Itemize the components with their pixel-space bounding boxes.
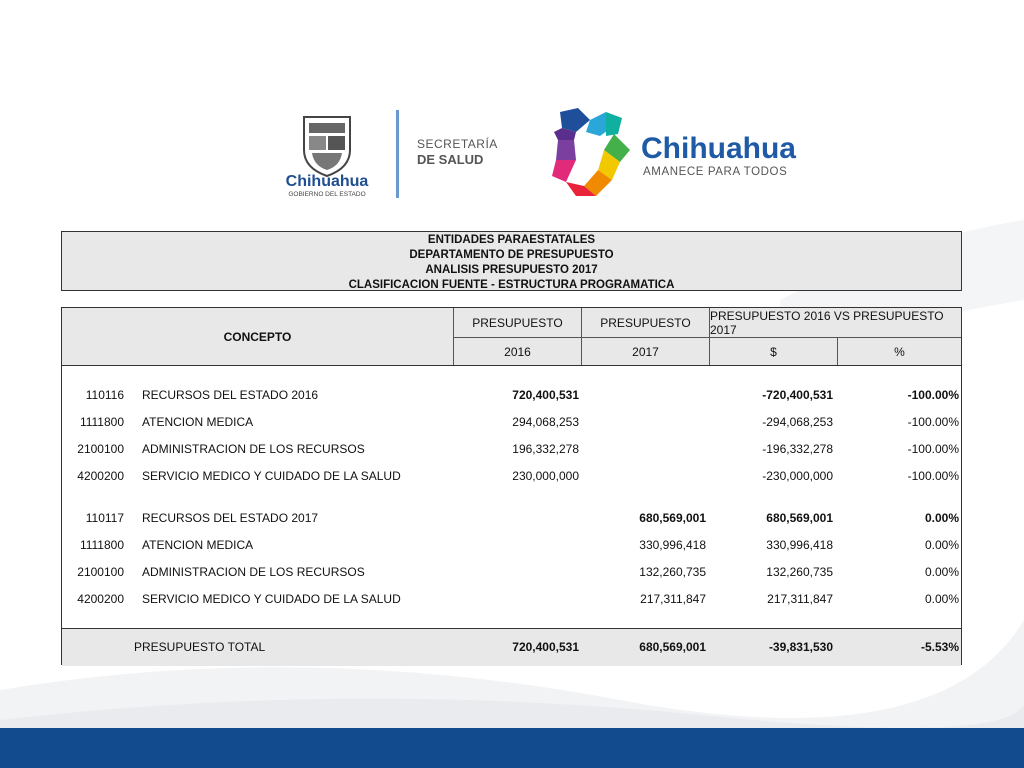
coat-of-arms-icon [304,117,350,176]
secretaria-line1: SECRETARÍA [417,137,498,151]
row-2017: 330,996,418 [639,538,706,552]
row-2016: 720,400,531 [512,388,579,402]
row-code: 4200200 [77,469,124,483]
title-line-1: ENTIDADES PARAESTATALES [427,234,596,246]
total-pct: -5.53% [920,640,959,654]
row-pct: -100.00% [907,442,959,456]
row-code: 1111800 [79,415,124,429]
row-desc: ADMINISTRACION DE LOS RECURSOS [142,565,365,579]
row-desc: SERVICIO MEDICO Y CUIDADO DE LA SALUD [142,469,401,483]
row-pct: -100.00% [907,469,959,483]
row-code: 4200200 [77,592,124,606]
title-line-3: ANALISIS PRESUPUESTO 2017 [425,264,598,276]
total-2017: 680,569,001 [639,640,706,654]
subcol-2016: 2016 [504,344,531,359]
table-row [62,440,961,458]
row-pct: -100.00% [907,388,959,402]
row-diff: 132,260,735 [766,565,833,579]
table-header [62,308,961,366]
row-2016: 230,000,000 [512,469,579,483]
report-title-box [61,231,962,291]
row-code: 2100100 [77,442,124,456]
col-presupuesto-1: PRESUPUESTO [472,315,563,330]
subcol-percent: % [894,344,905,359]
row-desc: ATENCION MEDICA [142,415,254,429]
table-row [62,509,961,527]
col-concepto: CONCEPTO [223,329,292,344]
total-row [62,628,961,666]
subcol-dollar: $ [770,344,777,359]
title-line-4: CLASIFICACION FUENTE - ESTRUCTURA PROGRAMATICA [348,279,675,291]
chihuahua-map-icon [552,108,630,196]
row-pct: -100.00% [907,415,959,429]
row-diff: -196,332,278 [762,442,833,456]
subcol-2017: 2017 [632,344,659,359]
row-2017: 217,311,847 [640,592,706,606]
table-row [62,413,961,431]
table-row [62,467,961,485]
row-diff: 217,311,847 [767,592,833,606]
table-row [62,563,961,581]
row-desc: SERVICIO MEDICO Y CUIDADO DE LA SALUD [142,592,401,606]
row-diff: -230,000,000 [762,469,833,483]
row-code: 1111800 [79,538,124,552]
row-diff: 330,996,418 [766,538,833,552]
logo-divider [396,110,399,198]
budget-table [61,307,962,665]
table-row [62,386,961,404]
row-code: 110116 [85,388,124,402]
right-slogan-text: AMANECE PARA TODOS [643,166,788,178]
title-line-2: DEPARTAMENTO DE PRESUPUESTO [409,249,614,261]
row-desc: ADMINISTRACION DE LOS RECURSOS [142,442,365,456]
row-pct: 0.00% [924,565,959,579]
right-brand-text: Chihuahua [641,132,796,165]
row-2016: 196,332,278 [512,442,579,456]
total-2016: 720,400,531 [512,640,579,654]
secretaria-line2: DE SALUD [417,152,484,167]
row-pct: 0.00% [924,538,959,552]
row-pct: 0.00% [924,511,959,525]
row-desc: ATENCION MEDICA [142,538,254,552]
row-code: 2100100 [77,565,124,579]
row-diff: -720,400,531 [762,388,833,402]
row-code: 110117 [85,511,124,525]
total-diff: -39,831,530 [768,640,833,654]
row-diff: 680,569,001 [766,511,833,525]
row-2017: 680,569,001 [639,511,706,525]
footer-bar [0,728,1024,768]
left-brand-text: Chihuahua [285,173,369,190]
row-2017: 132,260,735 [639,565,706,579]
table-row [62,536,961,554]
table-row [62,590,961,608]
col-presupuesto-2: PRESUPUESTO [600,315,691,330]
logos-header [0,0,1024,220]
row-diff: -294,068,253 [762,415,833,429]
col-comparison: PRESUPUESTO 2016 VS PRESUPUESTO 2017 [710,308,944,337]
row-2016: 294,068,253 [512,415,579,429]
row-desc: RECURSOS DEL ESTADO 2016 [142,388,319,402]
left-subtitle-text: GOBIERNO DEL ESTADO [288,191,366,198]
total-label: PRESUPUESTO TOTAL [134,640,266,654]
row-pct: 0.00% [924,592,959,606]
row-desc: RECURSOS DEL ESTADO 2017 [142,511,319,525]
